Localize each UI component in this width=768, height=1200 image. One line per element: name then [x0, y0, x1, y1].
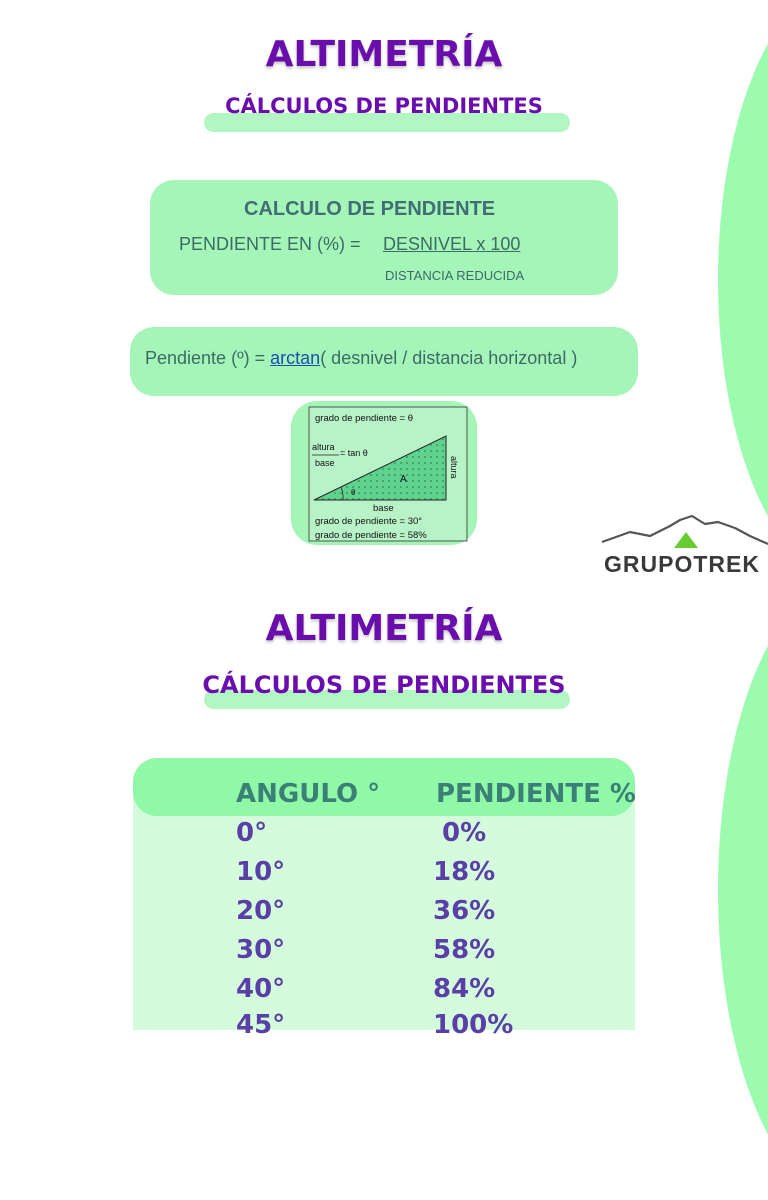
page2-subtitle: CÁLCULOS DE PENDIENTES: [202, 671, 566, 699]
table-cell-slope: 36%: [433, 896, 496, 926]
diagram-ratio-bottom: base: [315, 458, 335, 468]
header-angle: ANGULO °: [236, 779, 381, 809]
diagram-angle-label: θ: [351, 488, 356, 497]
table-cell-angle: 10°: [236, 857, 286, 887]
formula-lhs: PENDIENTE EN (%) =: [179, 234, 361, 254]
formula-numerator: DESNIVEL x 100: [383, 234, 521, 254]
table-cell-slope: 100%: [433, 1010, 514, 1040]
table-cell-slope: 58%: [433, 935, 496, 965]
diagram-area-label: A: [400, 474, 407, 485]
arctan-link[interactable]: arctan: [270, 348, 321, 368]
diagram-side-label: altura: [449, 456, 459, 479]
formula-card-degrees: [130, 327, 638, 396]
logo-text: GRUPOTREK: [604, 551, 760, 577]
diagram-top-label: grado de pendiente = θ: [315, 413, 413, 424]
diagram-bottom-2: grado de pendiente = 58%: [315, 530, 427, 541]
formula-denominator: DISTANCIA REDUCIDA: [385, 268, 525, 283]
diagram-ratio-top: altura: [312, 442, 335, 452]
table-cell-angle: 30°: [236, 935, 286, 965]
formula-degrees-prefix: Pendiente (º) =: [145, 348, 271, 368]
formula-heading: CALCULO DE PENDIENTE: [244, 198, 496, 220]
table-cell-slope: 0%: [433, 818, 487, 848]
header-slope: PENDIENTE %: [436, 779, 636, 809]
diagram-ratio-rhs: = tan θ: [340, 448, 368, 458]
page1-subtitle: CÁLCULOS DE PENDIENTES: [225, 94, 543, 118]
slope-table: [133, 790, 635, 1030]
table-cell-slope: 84%: [433, 974, 496, 1004]
formula-degrees-text: [145, 348, 577, 369]
table-cell-slope: 18%: [433, 857, 496, 887]
formula-card-percent: [150, 180, 618, 295]
diagram-base-label: base: [373, 503, 394, 514]
page1-title: ALTIMETRÍA: [265, 34, 503, 75]
slope-diagram: [291, 401, 477, 545]
diagram-bottom-1: grado de pendiente = 30°: [315, 516, 423, 527]
page2-title: ALTIMETRÍA: [265, 608, 503, 649]
grupotrek-mountain-icon: [600, 514, 768, 554]
table-cell-angle: 0°: [236, 818, 268, 848]
logo-accent-triangle: [674, 532, 698, 548]
table-cell-angle: 45°: [236, 1010, 286, 1040]
slope-diagram-card: [291, 401, 477, 545]
formula-degrees-suffix: ( desnivel / distancia horizontal ): [320, 348, 578, 368]
table-cell-angle: 40°: [236, 974, 286, 1004]
table-cell-angle: 20°: [236, 896, 286, 926]
decor-blob-top: [718, 0, 768, 580]
